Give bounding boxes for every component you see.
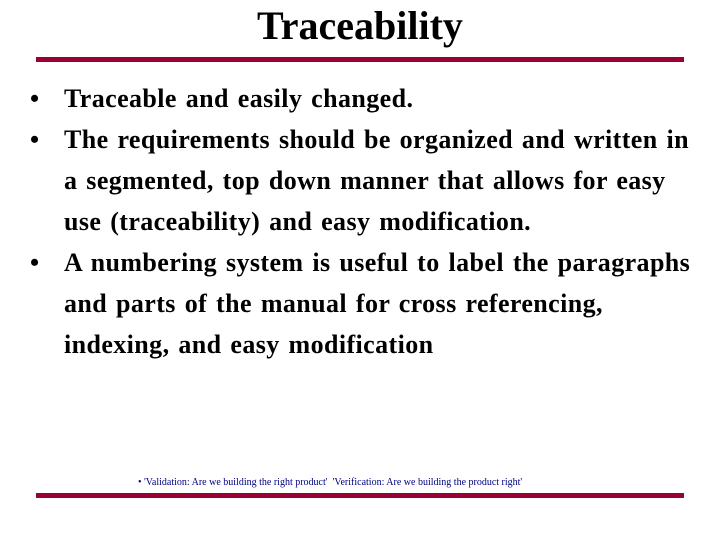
bullet-text: A numbering system is useful to label the paragraphs and parts of the manual for cross referencing, indexing, and easy modification: [64, 248, 691, 359]
title-divider: [36, 57, 684, 62]
bullet-item: [0, 119, 720, 242]
bullet-text: The requirements should be organized and written in a segmented, top down manner that allows for easy use (traceability) and easy modification.: [64, 125, 689, 236]
bullet-icon: •: [30, 248, 40, 277]
bullet-icon: •: [30, 84, 40, 113]
bullet-icon: •: [30, 125, 40, 154]
bullet-text: Traceable and easily changed.: [64, 84, 414, 113]
slide-title: Traceability: [257, 3, 463, 48]
footer-note: • 'Validation: Are we building the right product' 'Verification: Are we building the product right': [138, 477, 523, 488]
bullet-item: [0, 242, 720, 365]
footer-divider: [36, 493, 684, 498]
bullet-list: [0, 78, 720, 365]
bullet-item: [0, 78, 720, 119]
